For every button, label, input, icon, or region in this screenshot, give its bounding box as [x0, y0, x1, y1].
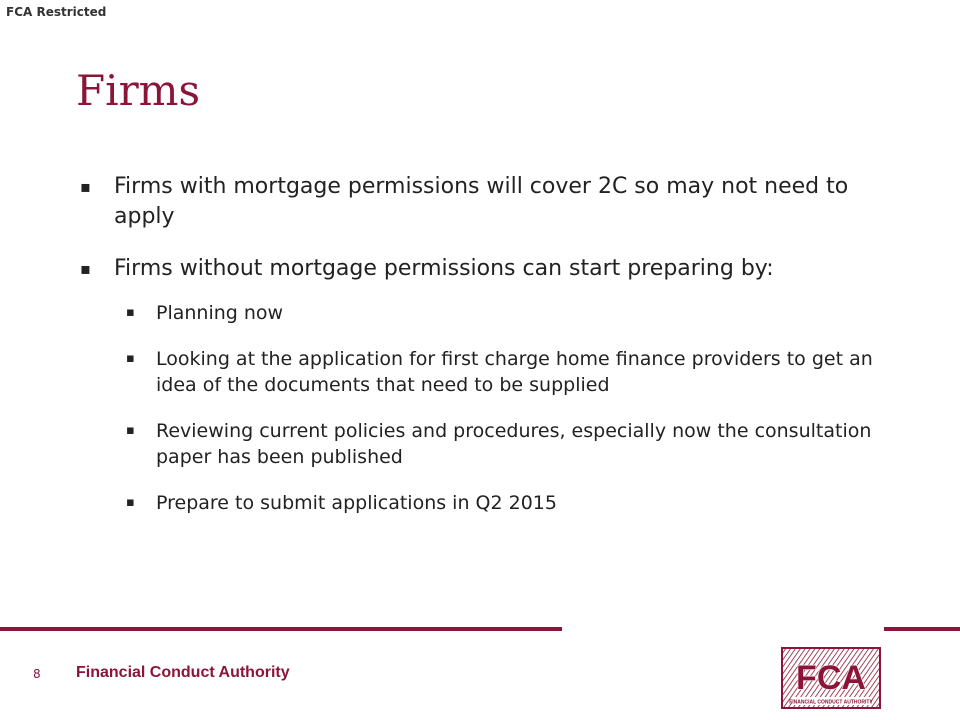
bullet-text: Firms without mortgage permissions can start preparing by:	[114, 256, 774, 281]
organization-name: Financial Conduct Authority	[76, 664, 290, 681]
bullet-marker-icon: ▪	[80, 177, 91, 196]
classification-label: FCA Restricted	[6, 5, 107, 19]
sub-bullet-item	[76, 418, 896, 470]
bullet-item	[76, 172, 896, 232]
bullet-text: Firms with mortgage permissions will cover 2C so may not need to apply	[114, 174, 849, 229]
bullet-marker-icon: ▪	[80, 259, 91, 278]
bullet-item	[76, 254, 896, 284]
bullet-marker-icon: ▪	[126, 351, 135, 366]
sub-bullet-item	[76, 346, 896, 398]
sub-bullet-item	[76, 300, 896, 326]
sub-bullet-list	[76, 300, 896, 516]
bullet-marker-icon: ▪	[126, 305, 135, 320]
fca-logo	[778, 645, 884, 711]
slide-body	[76, 172, 896, 516]
bullet-marker-icon: ▪	[126, 495, 135, 510]
page-number: 8	[33, 667, 41, 681]
sub-bullet-item	[76, 490, 896, 516]
logo-mark: FCA	[796, 659, 866, 697]
footer-divider-left	[0, 627, 562, 631]
footer-divider-right	[884, 627, 960, 631]
sub-bullet-text: Looking at the application for first charge home finance providers to get an idea of the documents that need to be supplied	[156, 348, 873, 396]
logo-subtext: FINANCIAL CONDUCT AUTHORITY	[789, 699, 873, 706]
sub-bullet-text: Prepare to submit applications in Q2 2015	[156, 492, 557, 514]
sub-bullet-text: Planning now	[156, 302, 284, 324]
bullet-marker-icon: ▪	[126, 423, 135, 438]
sub-bullet-text: Reviewing current policies and procedures, especially now the consultation paper has been published	[156, 420, 872, 468]
slide-title: Firms	[76, 66, 201, 115]
